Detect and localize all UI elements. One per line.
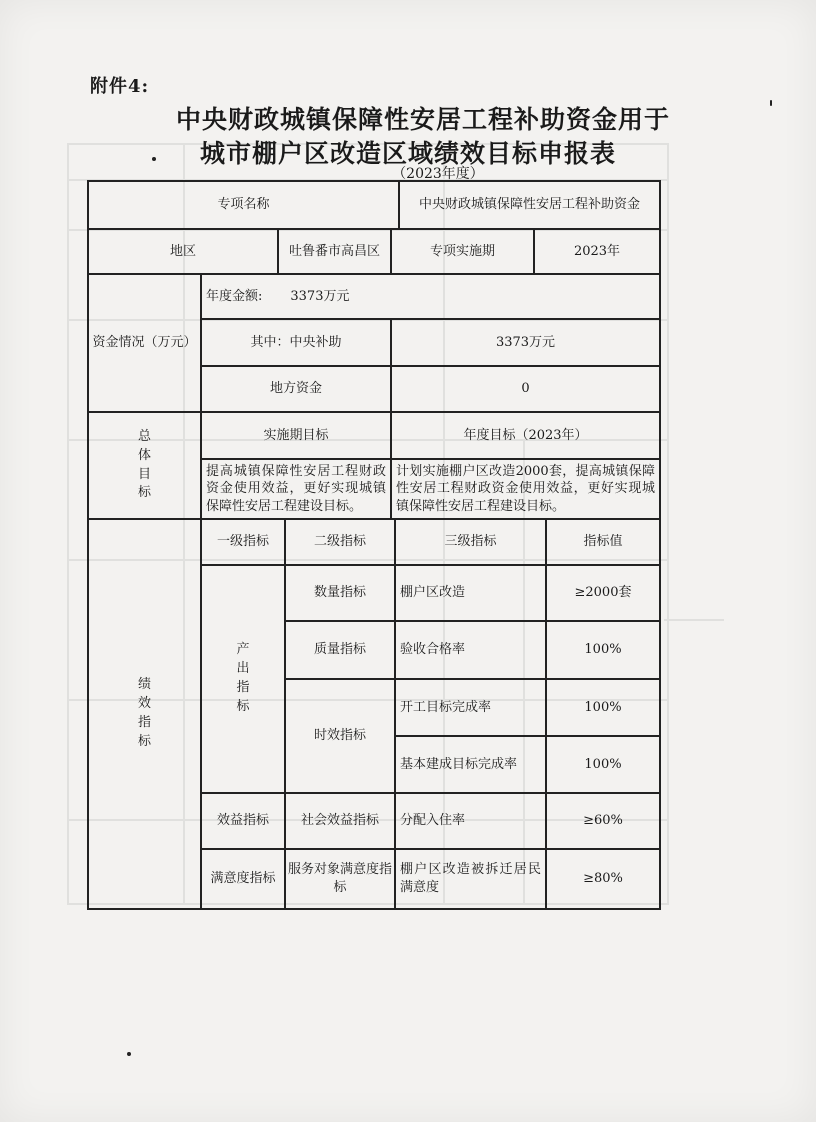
overall-goal-char: 目 — [137, 466, 151, 482]
col-level3-header: 三级指标 — [396, 520, 547, 566]
project-name-label: 专项名称 — [89, 182, 400, 230]
col-value-header: 指标值 — [547, 520, 661, 566]
period-goal-header: 实施期目标 — [202, 413, 392, 460]
ink-dot — [127, 1052, 131, 1056]
quality-indicator-label: 质量指标 — [286, 622, 396, 680]
annual-goal-text: 计划实施棚户区改造2000套，提高城镇保障性安居工程财政资金使用效益，更好实现城镇保障性安居工程建设目标。 — [392, 460, 661, 520]
title-line-2: 城市棚户区改造区域绩效目标申报表 — [199, 139, 616, 168]
social-benefit-label: 社会效益指标 — [286, 794, 396, 850]
funds-label: 资金情况（万元） — [89, 275, 202, 413]
central-subsidy-value: 3373万元 — [392, 320, 661, 367]
output-label-char: 指 — [236, 680, 250, 695]
output-indicators-label — [202, 566, 286, 794]
quantity-indicator-label: 数量指标 — [286, 566, 396, 622]
local-funds-label: 地方资金 — [202, 367, 392, 413]
annual-goal-header: 年度目标（2023年） — [392, 413, 661, 460]
resident-satisfaction-value: ≥80% — [547, 850, 661, 910]
timeliness-value-complete: 100% — [547, 737, 661, 794]
perf-label-char: 指 — [137, 715, 151, 730]
perf-label-char: 绩 — [137, 677, 151, 693]
overall-goal-char: 体 — [137, 447, 151, 463]
ink-dot — [152, 157, 156, 161]
local-funds-value: 0 — [392, 367, 661, 413]
project-name-value: 中央财政城镇保障性安居工程补助资金 — [400, 182, 661, 230]
region-value: 吐鲁番市高昌区 — [279, 230, 392, 275]
timeliness-item-start: 开工目标完成率 — [396, 680, 547, 737]
perf-label-char: 效 — [137, 696, 151, 712]
ink-mark — [770, 100, 772, 106]
perf-label-char: 标 — [137, 733, 151, 749]
col-level1-header: 一级指标 — [202, 520, 286, 566]
performance-target-table — [87, 180, 661, 910]
quality-indicator-item: 验收合格率 — [396, 622, 547, 680]
overall-goal-label — [89, 413, 202, 520]
quantity-indicator-value: ≥2000套 — [547, 566, 661, 622]
central-subsidy-label: 其中：中央补助 — [202, 320, 392, 367]
resident-satisfaction-item: 棚户区改造被拆迁居民满意度 — [396, 850, 547, 910]
timeliness-indicator-label: 时效指标 — [286, 680, 396, 794]
timeliness-value-start: 100% — [547, 680, 661, 737]
timeliness-item-complete: 基本建成目标完成率 — [396, 737, 547, 794]
quality-indicator-value: 100% — [547, 622, 661, 680]
output-label-char: 产 — [236, 642, 250, 658]
overall-goal-char: 标 — [137, 485, 151, 501]
output-label-char: 出 — [236, 661, 250, 677]
occupancy-rate-value: ≥60% — [547, 794, 661, 850]
occupancy-rate-item: 分配入住率 — [396, 794, 547, 850]
satisfaction-indicators-label: 满意度指标 — [202, 850, 286, 910]
quantity-indicator-item: 棚户区改造 — [396, 566, 547, 622]
output-label-char: 标 — [236, 698, 250, 714]
region-label: 地区 — [89, 230, 279, 275]
period-goal-text: 提高城镇保障性安居工程财政资金使用效益，更好实现城镇保障性安居工程建设目标。 — [202, 460, 392, 520]
service-satisfaction-label: 服务对象满意度指标 — [286, 850, 396, 910]
year-label: （2023年度） — [392, 166, 484, 182]
annual-amount-row — [202, 275, 661, 320]
period-value: 2023年 — [535, 230, 661, 275]
annual-amount-value: 3373万元 — [290, 288, 350, 304]
attachment-label: 附件4: — [90, 76, 150, 97]
overall-goal-char: 总 — [137, 428, 151, 444]
col-level2-header: 二级指标 — [286, 520, 396, 566]
period-label: 专项实施期 — [392, 230, 535, 275]
title-line-1: 中央财政城镇保障性安居工程补助资金用于 — [175, 105, 670, 134]
benefit-indicators-label: 效益指标 — [202, 794, 286, 850]
annual-amount-label: 年度金额: — [206, 288, 263, 304]
performance-indicators-label — [89, 520, 202, 910]
